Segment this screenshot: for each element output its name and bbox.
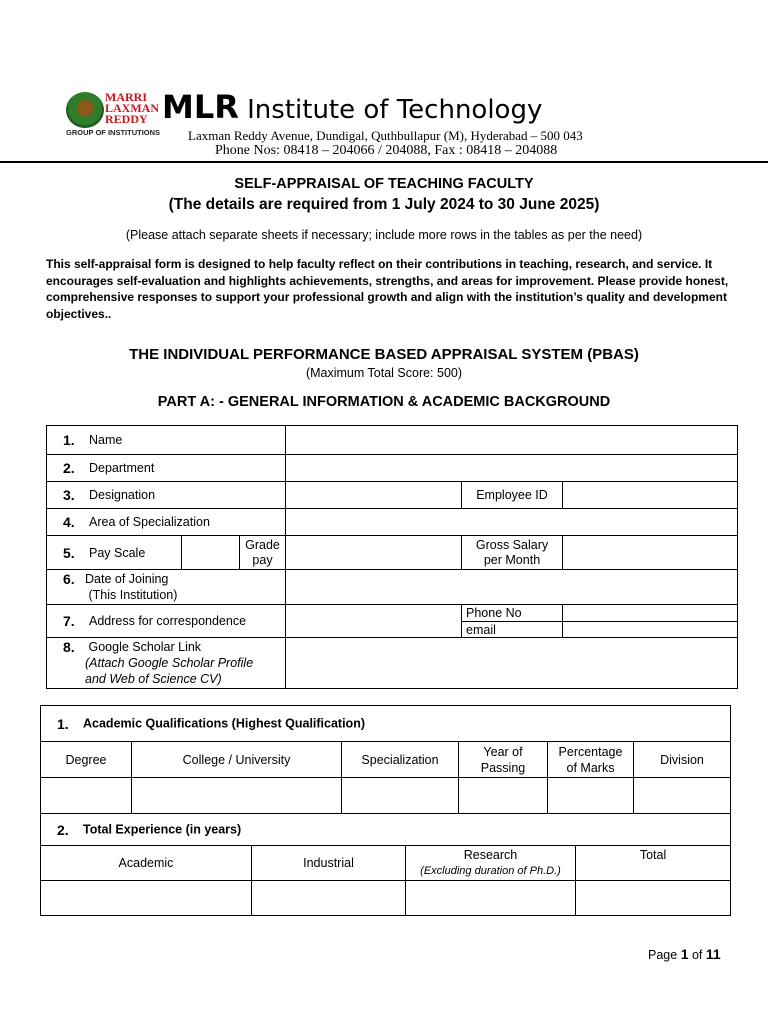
institute-phone: Phone Nos: 08418 – 204066 / 204088, Fax : 08418 – 204088 xyxy=(215,143,558,158)
form-heading: SELF-APPRAISAL OF TEACHING FACULTY xyxy=(234,176,534,192)
gross-salary-label: Gross Salary per Month xyxy=(462,536,563,570)
email-label: email xyxy=(462,622,563,638)
institute-title: MLR Institute of Technology xyxy=(162,88,543,126)
col-research: Research (Excluding duration of Ph.D.) xyxy=(406,846,576,881)
col-degree: Degree xyxy=(41,742,132,778)
scholar-field[interactable] xyxy=(286,638,738,689)
email-field[interactable] xyxy=(563,622,738,638)
college-field[interactable] xyxy=(132,778,342,814)
col-industrial: Industrial xyxy=(252,846,406,881)
col-division: Division xyxy=(634,742,731,778)
logo-subtext: GROUP OF INSTITUTIONS xyxy=(66,128,161,137)
percentage-field[interactable] xyxy=(548,778,634,814)
total-exp-field[interactable] xyxy=(576,881,731,916)
designation-field[interactable] xyxy=(286,482,462,509)
page-number: Page 1 of 11 xyxy=(648,946,721,962)
part-a-title: PART A: - GENERAL INFORMATION & ACADEMIC BACKGROUND xyxy=(157,394,611,410)
intro-paragraph: This self-appraisal form is designed to help faculty reflect on their contributions in teaching, research, and service. It encourages self-evaluation and highlights achievements, strengths, and areas for improvement. Please provide honest, comprehensive responses to support your professional growth and align with the institution’s quality and development objectives.. xyxy=(46,257,729,321)
division-field[interactable] xyxy=(634,778,731,814)
industrial-exp-field[interactable] xyxy=(252,881,406,916)
employee-id-label: Employee ID xyxy=(462,482,563,509)
grade-pay-field[interactable] xyxy=(286,536,462,570)
pay-scale-field[interactable] xyxy=(182,536,240,569)
experience-title: 2. Total Experience (in years) xyxy=(41,814,731,846)
max-score: (Maximum Total Score: 500) xyxy=(305,366,463,380)
attach-note: (Please attach separate sheets if necessary; include more rows in the tables as per the need) xyxy=(125,228,643,242)
experience-table xyxy=(40,813,731,916)
employee-id-field[interactable] xyxy=(563,482,738,509)
designation-label: 3. Designation xyxy=(47,482,286,509)
general-info-table xyxy=(46,425,738,689)
gross-salary-field[interactable] xyxy=(563,536,738,570)
col-college: College / University xyxy=(132,742,342,778)
name-field[interactable] xyxy=(286,426,738,455)
header-divider xyxy=(0,161,768,163)
col-percentage: Percentage of Marks xyxy=(548,742,634,778)
academic-exp-field[interactable] xyxy=(41,881,252,916)
specialization-field[interactable] xyxy=(342,778,459,814)
address-label: 7. Address for correspondence xyxy=(47,605,286,638)
grade-pay-label: Grade pay xyxy=(245,537,280,567)
department-label: 2. Department xyxy=(47,455,286,482)
area-field[interactable] xyxy=(286,509,738,536)
academic-table xyxy=(40,705,731,814)
col-total: Total xyxy=(576,846,731,881)
form-period: (The details are required from 1 July 2024 to 30 June 2025) xyxy=(168,196,600,213)
logo-text: MARRI LAXMAN REDDY xyxy=(105,90,159,126)
address-field[interactable] xyxy=(286,605,462,638)
research-exp-field[interactable] xyxy=(406,881,576,916)
scholar-label: 8. Google Scholar Link (Attach Google Scholar Profile and Web of Science CV) xyxy=(47,638,286,689)
doj-label: 6. Date of Joining (This Institution) xyxy=(47,570,286,605)
area-label: 4. Area of Specialization xyxy=(47,509,286,536)
year-field[interactable] xyxy=(459,778,548,814)
phone-label: Phone No xyxy=(462,605,563,622)
name-label: 1. Name xyxy=(47,426,286,455)
col-academic: Academic xyxy=(41,846,252,881)
col-specialization: Specialization xyxy=(342,742,459,778)
pay-scale-label: 5. Pay Scale xyxy=(47,536,182,570)
qualification-title: 1. Academic Qualifications (Highest Qualification) xyxy=(41,706,731,742)
degree-field[interactable] xyxy=(41,778,132,814)
department-field[interactable] xyxy=(286,455,738,482)
doj-field[interactable] xyxy=(286,570,738,605)
institution-logo xyxy=(64,92,168,138)
pbas-title: THE INDIVIDUAL PERFORMANCE BASED APPRAISAL SYSTEM (PBAS) xyxy=(129,346,639,363)
col-year: Year of Passing xyxy=(459,742,548,778)
institute-address: Laxman Reddy Avenue, Dundigal, Quthbullapur (M), Hyderabad – 500 043 xyxy=(188,128,583,143)
logo-seal-icon xyxy=(66,92,104,128)
phone-field[interactable] xyxy=(563,605,738,622)
